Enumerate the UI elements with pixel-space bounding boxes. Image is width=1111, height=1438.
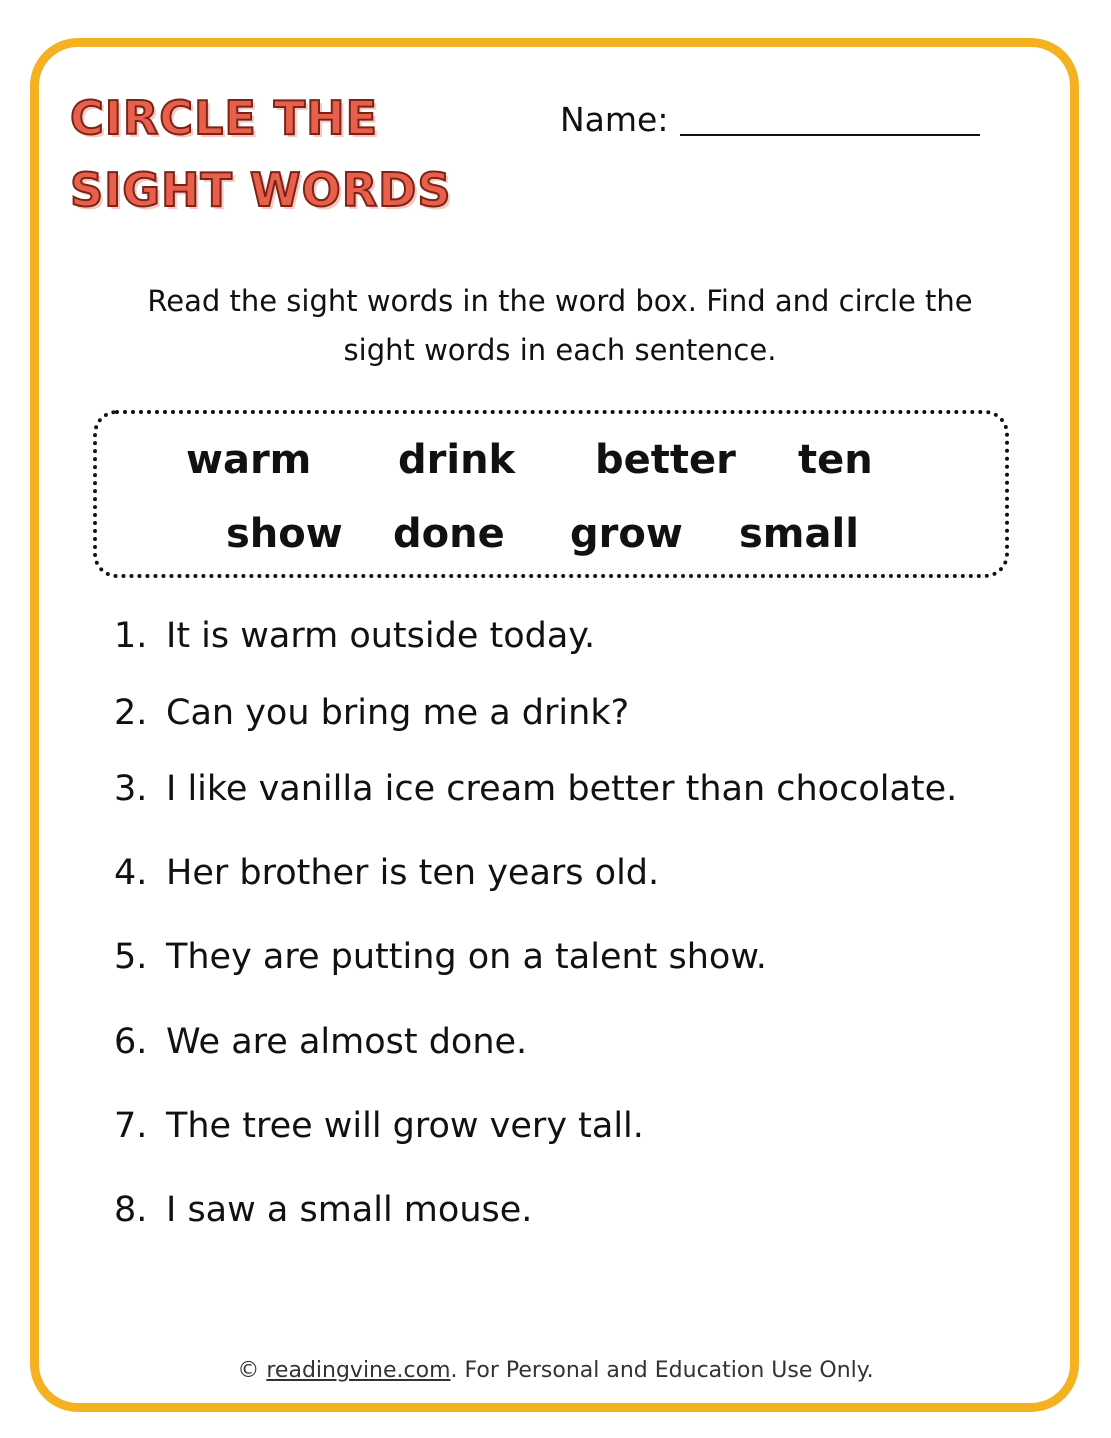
sentence-text: Her brother is ten years old.: [166, 853, 660, 893]
title-line-2: SIGHT WORDS: [70, 163, 452, 217]
sentence-text: The tree will grow very tall.: [166, 1106, 644, 1146]
footer-notice: . For Personal and Education Use Only.: [450, 1358, 874, 1383]
sentence-text: I like vanilla ice cream better than chocolate.: [166, 769, 958, 809]
sentence-text: We are almost done.: [166, 1022, 528, 1062]
sentence-text: I saw a small mouse.: [166, 1190, 533, 1230]
word-small: small: [739, 511, 859, 557]
instructions: Read the sight words in the word box. Find and circle the sight words in each sentence.: [147, 284, 973, 367]
word-grow: grow: [570, 511, 683, 557]
word-better: better: [595, 437, 736, 483]
sentence-6: [114, 1020, 527, 1064]
word-warm: warm: [186, 437, 312, 483]
sentence-number: 3.: [114, 769, 148, 809]
word-drink: drink: [398, 437, 516, 483]
word-show: show: [226, 511, 343, 557]
sentence-text: Can you bring me a drink?: [166, 693, 630, 733]
readingvine-link[interactable]: readingvine.com: [266, 1358, 451, 1383]
sentence-number: 2.: [114, 693, 148, 733]
sentence-4: [114, 851, 659, 895]
sentence-number: 6.: [114, 1022, 148, 1062]
sentence-number: 1.: [114, 616, 148, 656]
name-label: Name:: [560, 100, 669, 139]
sentence-3: [114, 767, 957, 811]
sentence-1: [114, 614, 595, 658]
footer: [0, 1356, 1111, 1386]
sentence-5: [114, 935, 767, 979]
sentence-number: 7.: [114, 1106, 148, 1146]
sentence-7: [114, 1104, 644, 1148]
word-done: done: [393, 511, 505, 557]
sentence-number: 5.: [114, 937, 148, 977]
sentence-text: It is warm outside today.: [166, 616, 596, 656]
sentence-8: [114, 1188, 532, 1232]
sentence-text: They are putting on a talent show.: [166, 937, 767, 977]
copyright-symbol: ©: [237, 1358, 260, 1383]
word-ten: ten: [798, 437, 873, 483]
title-line-1: CIRCLE THE: [70, 91, 379, 145]
sentence-2: [114, 691, 629, 735]
sentence-number: 4.: [114, 853, 148, 893]
sentence-number: 8.: [114, 1190, 148, 1230]
